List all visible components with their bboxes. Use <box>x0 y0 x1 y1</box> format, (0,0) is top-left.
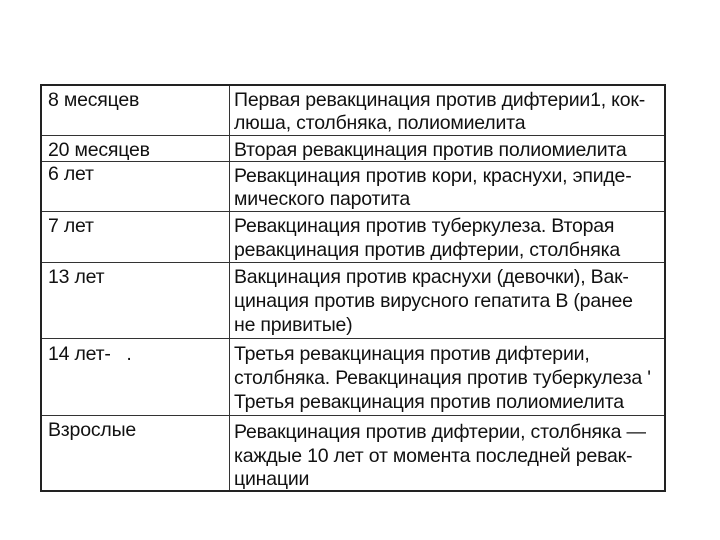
description-line: не привитые) <box>234 314 353 336</box>
description-line: цинации <box>234 468 310 490</box>
description-line: Вакцинация против краснухи (девочки), Вак- <box>234 266 629 288</box>
description-line: Ревакцинация против дифтерии, столбняка — <box>234 421 646 443</box>
description-line: ревакцинация против дифтерии, столбняка <box>234 239 621 261</box>
age-cell: 6 лет <box>48 163 94 185</box>
row-separator <box>42 338 664 339</box>
description-line: Ревакцинация против кори, краснухи, эпиде- <box>234 165 632 187</box>
row-separator <box>42 415 664 416</box>
description-line: каждые 10 лет от момента последней ревак- <box>234 445 633 467</box>
description-line: Вторая ревакцинация против полиомиелита <box>234 139 627 161</box>
vaccination-schedule-table <box>40 84 666 492</box>
age-cell: 20 месяцев <box>48 139 150 161</box>
description-line: столбняка. Ревакцинация против туберкулеза ' <box>234 367 651 389</box>
description-line: мического паротита <box>234 188 411 210</box>
description-line: Третья ревакцинация против дифтерии, <box>234 343 590 365</box>
age-cell: 14 лет- . <box>48 343 132 365</box>
description-line: Ревакцинация против туберкулеза. Вторая <box>234 215 615 237</box>
age-cell: 7 лет <box>48 215 94 237</box>
age-cell: 13 лет <box>48 266 105 288</box>
description-line: цинация против вирусного гепатита В (ранее <box>234 290 633 312</box>
column-divider <box>229 86 230 490</box>
age-cell: Взрослые <box>48 419 137 441</box>
age-cell: 8 месяцев <box>48 89 140 111</box>
description-line: Первая ревакцинация против дифтерии1, кок- <box>234 89 645 111</box>
description-line: Третья ревакцинация против полиомиелита <box>234 391 624 413</box>
description-line: люша, столбняка, полиомиелита <box>234 112 526 134</box>
